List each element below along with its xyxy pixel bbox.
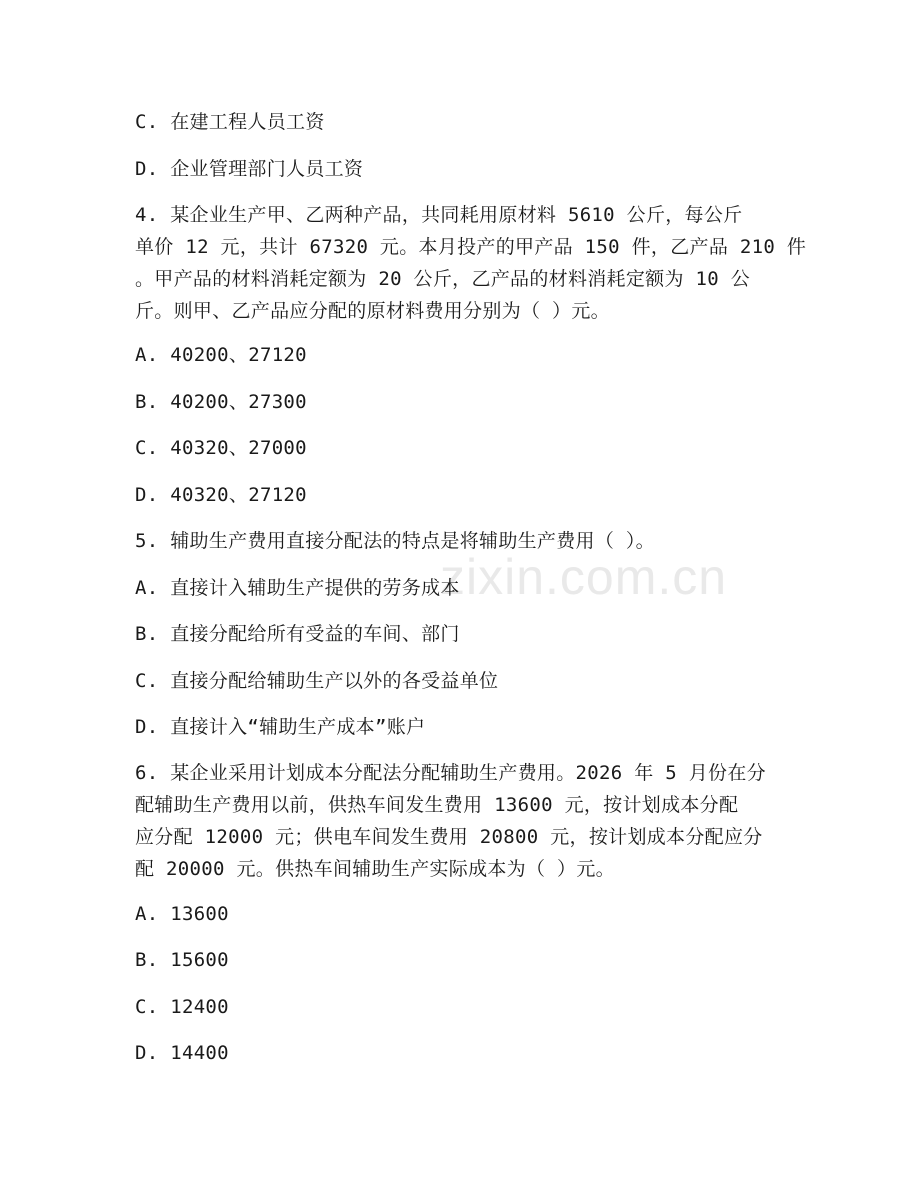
q6-option-c: C. 12400 — [135, 996, 229, 1018]
question-6-line: 配 20000 元。供热车间辅助生产实际成本为（ ）元。 — [135, 858, 615, 880]
q6-option-b: B. 15600 — [135, 949, 229, 971]
question-6-line: 应分配 12000 元；供电车间发生费用 20800 元，按计划成本分配应分 — [135, 826, 763, 848]
q5-option-d: D. 直接计入“辅助生产成本”账户 — [135, 716, 426, 738]
q6-option-a: A. 13600 — [135, 903, 229, 925]
q5-option-b: B. 直接分配给所有受益的车间、部门 — [135, 623, 460, 645]
q5-option-c: C. 直接分配给辅助生产以外的各受益单位 — [135, 670, 499, 692]
watermark: zixin.com.cn — [440, 549, 728, 605]
q3-option-c: C. 在建工程人员工资 — [135, 111, 325, 133]
q6-option-d: D. 14400 — [135, 1042, 229, 1064]
question-6-line: 配辅助生产费用以前，供热车间发生费用 13600 元，按计划成本分配 — [135, 794, 739, 816]
question-4-line: 斤。则甲、乙产品应分配的原材料费用分别为（ ）元。 — [135, 300, 610, 322]
q3-option-d: D. 企业管理部门人员工资 — [135, 158, 364, 180]
q4-option-c: C. 40320、27000 — [135, 437, 307, 459]
q4-option-d: D. 40320、27120 — [135, 484, 307, 506]
q4-option-b: B. 40200、27300 — [135, 391, 307, 413]
question-4-line: 。甲产品的材料消耗定额为 20 公斤，乙产品的材料消耗定额为 10 公 — [135, 268, 751, 290]
question-5: 5. 辅助生产费用直接分配法的特点是将辅助生产费用（ ）。 — [135, 530, 655, 552]
question-4 — [135, 199, 807, 327]
q4-option-a: A. 40200、27120 — [135, 344, 307, 366]
question-4-line: 4. 某企业生产甲、乙两种产品，共同耗用原材料 5610 公斤，每公斤 — [135, 204, 743, 226]
question-6 — [135, 757, 785, 885]
question-6-line: 6. 某企业采用计划成本分配法分配辅助生产费用。2026 年 5 月份在分 — [135, 762, 766, 784]
question-4-line: 单价 12 元，共计 67320 元。本月投产的甲产品 150 件，乙产品 210 件 — [135, 236, 807, 258]
q5-option-a: A. 直接计入辅助生产提供的劳务成本 — [135, 577, 460, 599]
